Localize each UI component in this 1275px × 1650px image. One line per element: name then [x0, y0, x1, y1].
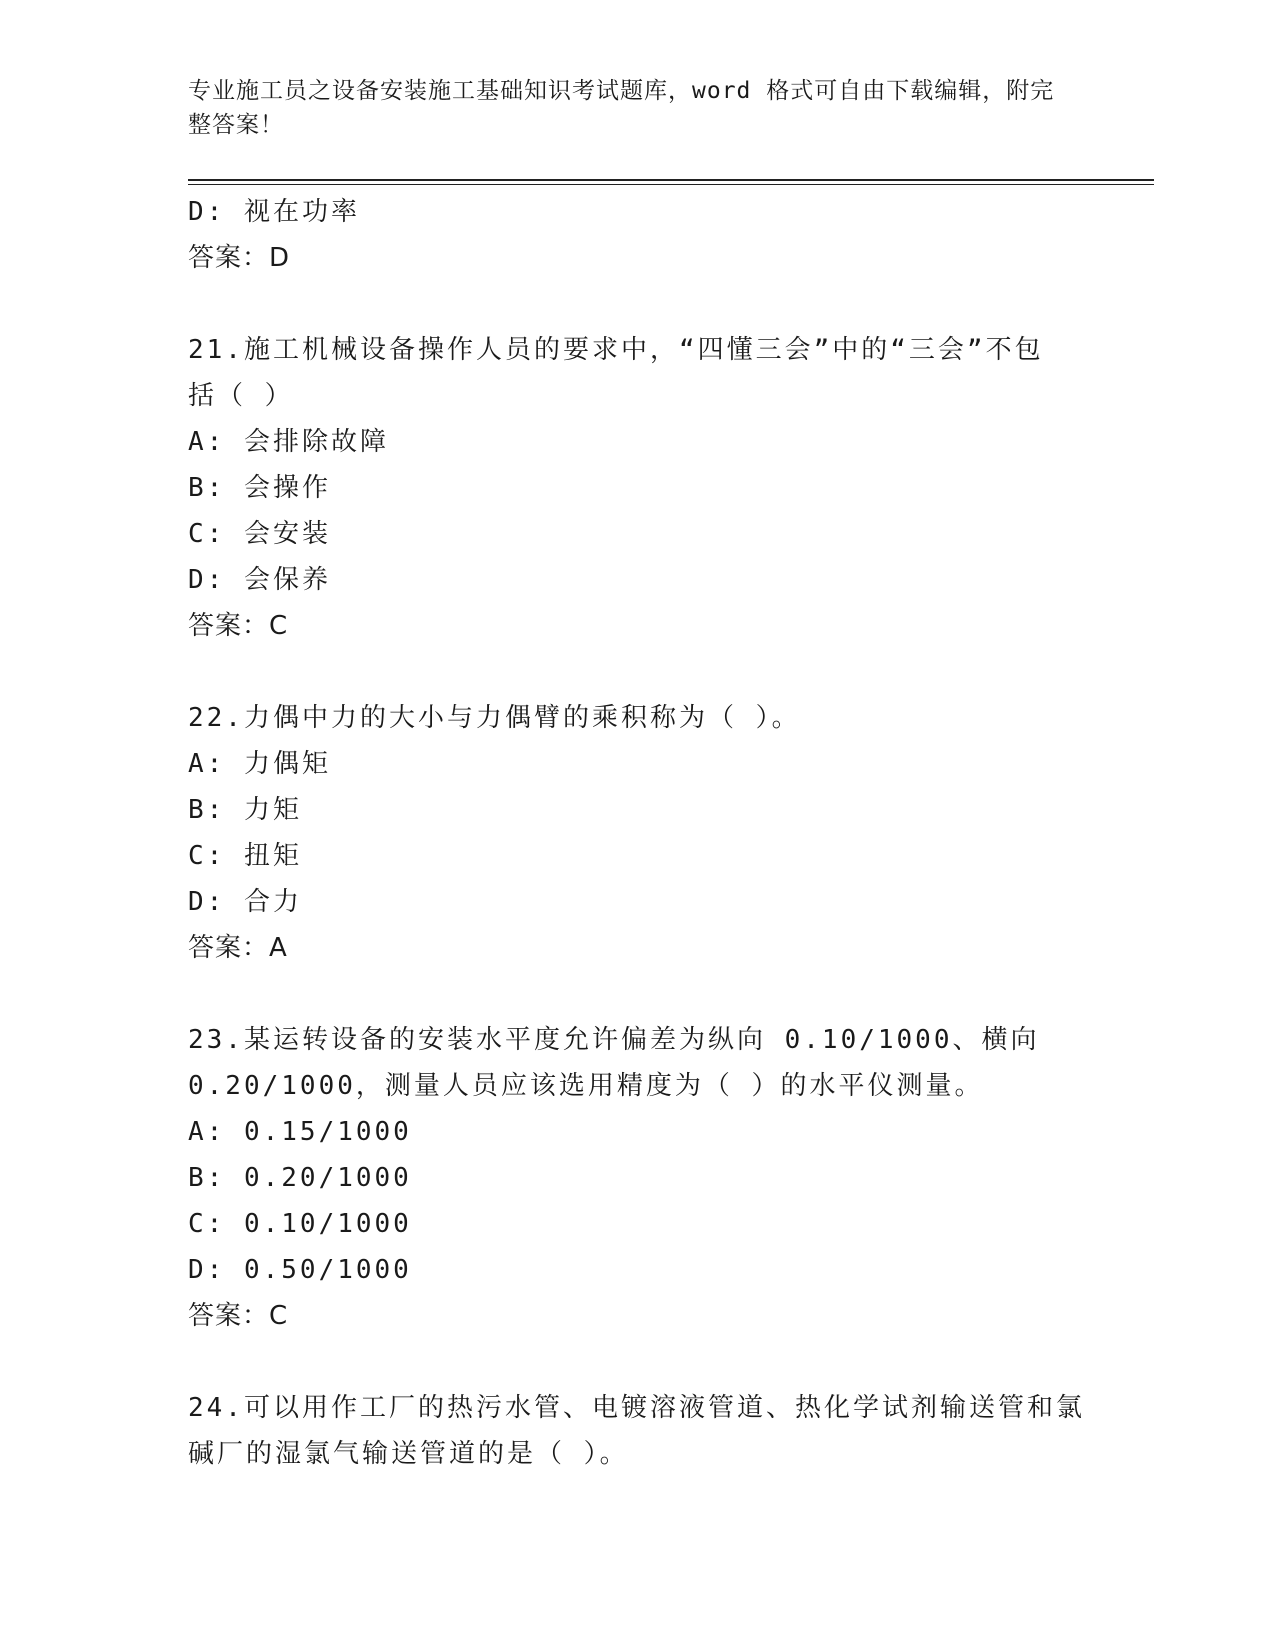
option-b: B: 0.20/1000 [188, 1163, 412, 1193]
option-c: C: 会安装 [188, 519, 331, 549]
spacer [188, 649, 1088, 695]
answer-line: 答案：C [188, 1301, 289, 1331]
question-stem: 22.力偶中力的大小与力偶臂的乘积称为（ ）。 [188, 703, 801, 733]
option-c: C: 扭矩 [188, 841, 302, 871]
option-c: C: 0.10/1000 [188, 1209, 412, 1239]
question-23 [188, 1017, 1088, 1339]
option-d: D: 会保养 [188, 565, 331, 595]
option-a: A: 0.15/1000 [188, 1117, 412, 1147]
spacer [188, 281, 1088, 327]
question-22 [188, 695, 1088, 971]
question-24 [188, 1385, 1088, 1477]
question-list [188, 189, 1088, 1477]
option-b: B: 力矩 [188, 795, 302, 825]
question-21 [188, 327, 1088, 649]
option-d: D: 合力 [188, 887, 302, 917]
option-d: D: 0.50/1000 [188, 1255, 412, 1285]
header-line-1: 专业施工员之设备安装施工基础知识考试题库，word 格式可自由下载编辑，附完 [188, 78, 1055, 104]
question-stem-cont: 碱厂的湿氯气输送管道的是（ ）。 [188, 1439, 629, 1469]
document-header [188, 74, 1068, 142]
option-b: B: 会操作 [188, 473, 331, 503]
answer-line: 答案：C [188, 611, 289, 641]
question-stem-cont: 括（ ） [188, 381, 294, 411]
option-a: A: 会排除故障 [188, 427, 389, 457]
question-stem: 24.可以用作工厂的热污水管、电镀溶液管道、热化学试剂输送管和氯 [188, 1393, 1085, 1423]
spacer [188, 1339, 1088, 1385]
spacer [188, 971, 1088, 1017]
option-a: A: 力偶矩 [188, 749, 331, 779]
question-stem: 23.某运转设备的安装水平度允许偏差为纵向 0.10/1000、横向 [188, 1025, 1040, 1055]
option-d: D: 视在功率 [188, 197, 360, 227]
question-stem: 21.施工机械设备操作人员的要求中，“四懂三会”中的“三会”不包 [188, 335, 1044, 365]
header-line-2: 整答案！ [188, 112, 284, 138]
answer-line: 答案：D [188, 243, 291, 273]
header-divider [188, 179, 1154, 185]
answer-line: 答案：A [188, 933, 288, 963]
question-stem-cont: 0.20/1000，测量人员应该选用精度为（ ）的水平仪测量。 [188, 1071, 984, 1101]
